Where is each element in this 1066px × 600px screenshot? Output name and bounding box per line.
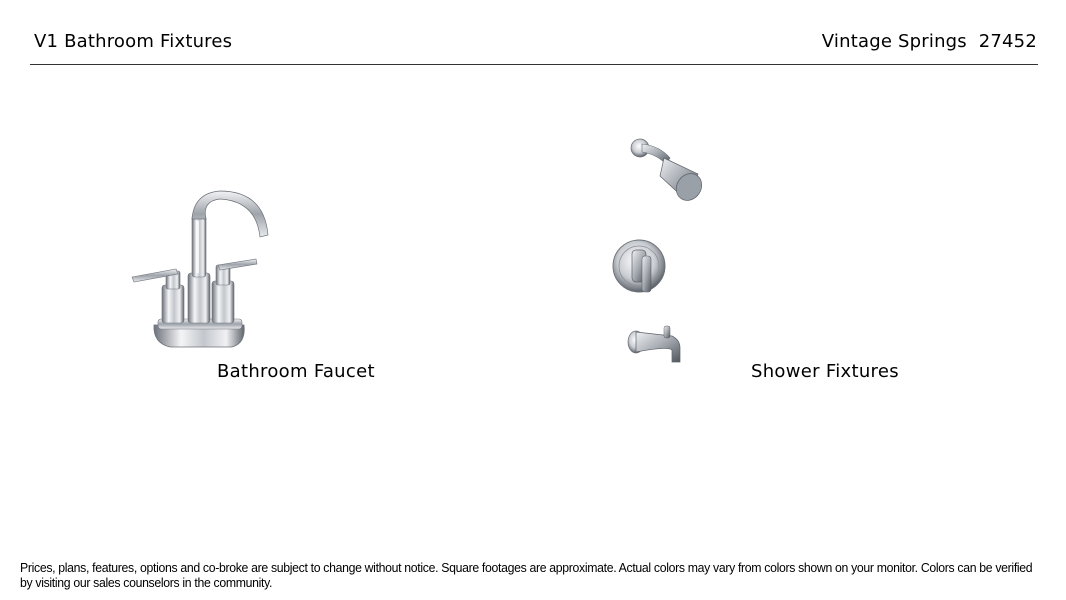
shower-fixtures-icon xyxy=(606,132,710,368)
bathroom-faucet-image xyxy=(128,185,276,353)
shower-fixtures-caption: Shower Fixtures xyxy=(751,361,899,382)
bathroom-faucet-caption: Bathroom Faucet xyxy=(217,361,375,382)
bathroom-faucet-icon xyxy=(128,185,276,353)
page-header xyxy=(30,28,1038,65)
pricing-disclaimer: Prices, plans, features, options and co-broke are subject to change without notice. Square footages are approximate. Actual colors may vary from colors shown on your monitor. Colors can be verified by visiting our sales counselors in the community. xyxy=(20,560,1033,590)
community-name: Vintage Springs 27452 xyxy=(821,31,1037,52)
shower-fixtures-image xyxy=(606,132,710,368)
page-title: V1 Bathroom Fixtures xyxy=(34,31,233,52)
